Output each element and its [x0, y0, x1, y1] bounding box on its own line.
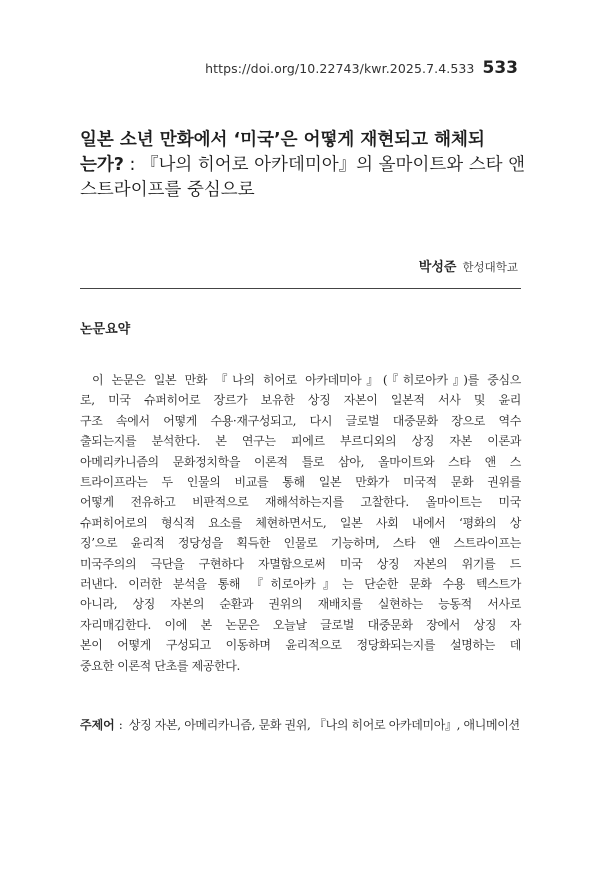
title-line-1: 일본 소년 만화에서 ‘미국’은 어떻게 재현되고 해체되 [80, 130, 485, 150]
paper-title [80, 128, 530, 203]
title-line-2-rest: : 『나의 히어로 아카데미아』의 올마이트와 스타 앤 [123, 155, 525, 175]
abstract-line: 로, 미국 슈퍼히어로 장르가 보유한 상징 자본이 일본적 서사 및 윤리 [80, 393, 521, 408]
keywords-colon: : [118, 718, 123, 732]
author-affiliation: 한성대학교 [462, 260, 518, 274]
abstract-line: 어떻게 전유하고 비판적으로 재해석하는지를 고찰한다. 올마이트는 미국 [80, 495, 521, 510]
author-name: 박성준 [418, 260, 457, 275]
running-header [205, 58, 518, 78]
abstract-line: 슈퍼히어로의 형식적 요소를 체현하면서도, 일본 사회 내에서 ‘평화의 상 [80, 515, 521, 530]
abstract-line: 출되는지를 분석한다. 본 연구는 피에르 부르디외의 상징 자본 이론과 [80, 434, 521, 449]
doi-link[interactable]: https://doi.org/10.22743/kwr.2025.7.4.533 [205, 61, 475, 76]
abstract-heading: 논문요약 [80, 322, 131, 337]
title-line-2-bold: 는가? [80, 155, 124, 175]
abstract-line: 구조 속에서 어떻게 수용·재구성되고, 다시 글로벌 대중문화 장으로 역수 [80, 413, 521, 428]
title-line-3: 스트라이프를 중심으로 [80, 180, 255, 200]
abstract-line: 중요한 이론적 단초를 제공한다. [80, 658, 241, 673]
abstract-body [80, 370, 521, 676]
keywords-block [80, 716, 521, 735]
abstract-line: 자리매김한다. 이에 본 논문은 오늘날 글로벌 대중문화 장에서 상징 자 [80, 617, 521, 632]
abstract-line: 트라이프라는 두 인물의 비교를 통해 일본 만화가 미국적 문화 권위를 [80, 475, 521, 490]
abstract-line: 러낸다. 이러한 분석을 통해 『히로아카』는 단순한 문화 수용 텍스트가 [80, 577, 521, 592]
keywords-text: 상징 자본, 아메리카니즘, 문화 권위, 『나의 히어로 아카데미아』, 애니메이션 [128, 718, 520, 732]
title-line-2 [80, 153, 530, 178]
abstract-line: 아니라, 상징 자본의 순환과 권위의 재배치를 실현하는 능동적 서사로 [80, 597, 521, 612]
divider [80, 288, 521, 289]
abstract-line: 미국주의의 극단을 구현하다 자멸함으로써 미국 상징 자본의 위기를 드 [80, 556, 521, 571]
abstract-line: 본이 어떻게 구성되고 이동하며 윤리적으로 정당화되는지를 설명하는 데 [80, 638, 521, 653]
keywords-label: 주제어 [80, 718, 115, 732]
abstract-line: 이 논문은 일본 만화 『나의 히어로 아카데미아』(『히로아카』)를 중심으 [92, 373, 521, 387]
author-block [419, 256, 518, 275]
abstract-line: 징’으로 윤리적 정당성을 획득한 인물로 기능하며, 스타 앤 스트라이프는 [80, 536, 521, 551]
page-number: 533 [482, 58, 518, 78]
abstract-line: 아메리카니즘의 문화정치학을 이론적 틀로 삼아, 올마이트와 스타 앤 스 [80, 454, 521, 469]
